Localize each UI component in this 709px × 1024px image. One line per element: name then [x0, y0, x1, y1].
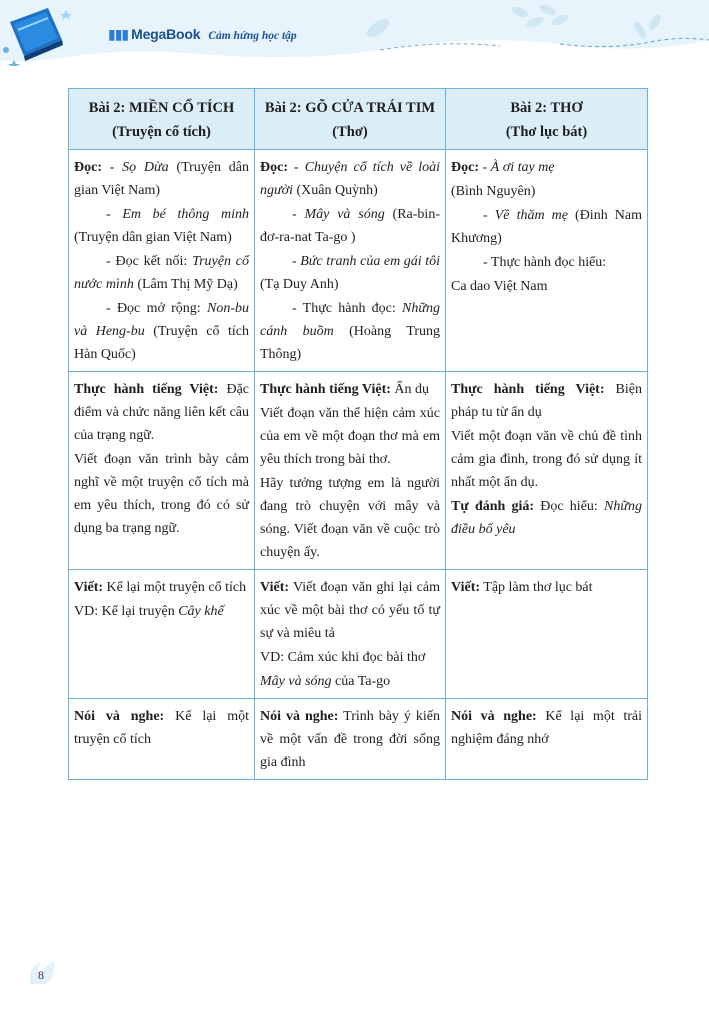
column-header: Bài 2: THƠ (Thơ lục bát) — [446, 89, 648, 150]
book-logo-icon — [0, 0, 80, 66]
page-number: 8 — [38, 968, 44, 982]
table-row-speaking — [69, 699, 648, 780]
table-cell: Viết: Kể lại một truyện cổ tích VD: Kể lại truyện Cây khế — [69, 570, 255, 699]
table-cell: Đọc: - Chuyện cổ tích về loài người (Xuân Quỳnh) - Mây và sóng (Ra-bin-đơ-ra-nat Ta-go ) - Bức tranh của em gái tôi (Tạ Duy Anh) - Thực hành đọc: Những cánh buồm (Hoàng Trung Thông) — [255, 150, 446, 372]
table-cell: Thực hành tiếng Việt: Đặc điểm và chức năng liên kết câu của trạng ngữ. Viết đoạn văn trình bày cảm nghĩ về một truyện cổ tích mà em yêu thích, trong đó có sử dụng ba trạng ngữ. — [69, 372, 255, 570]
curriculum-table — [68, 88, 648, 780]
table-cell: Đọc: - À ơi tay mẹ (Bình Nguyên) - Về thăm mẹ (Đinh Nam Khương) - Thực hành đọc hiểu: Ca dao Việt Nam — [446, 150, 648, 372]
table-cell: Viết: Tập làm thơ lục bát — [446, 570, 648, 699]
brand-bars-icon: ▮▮▮ — [108, 26, 129, 42]
brand-tagline: Cảm hứng học tập — [208, 30, 297, 42]
page-header — [0, 0, 709, 68]
brand-name: MegaBook — [131, 26, 201, 42]
table-cell: Thực hành tiếng Việt: Biện pháp tu từ ẩn dụ Viết một đoạn văn về chủ đề tình cảm gia đình, trong đó sử dụng ít nhất một ẩn dụ. Tự đánh giá: Đọc hiểu: Những điều bố yêu — [446, 372, 648, 570]
table-cell: Nói và nghe: Kể lại một trải nghiệm đáng nhớ — [446, 699, 648, 780]
brand — [108, 26, 297, 43]
table-header-row — [69, 89, 648, 150]
table-cell: Nói và nghe: Kể lại một truyện cổ tích — [69, 699, 255, 780]
table-cell: Nói và nghe: Trình bày ý kiến về một vấn đề trong đời sống gia đình — [255, 699, 446, 780]
table-cell: Đọc: - Sọ Dừa (Truyện dân gian Việt Nam) - Em bé thông minh (Truyện dân gian Việt Nam) - Đọc kết nối: Truyện cổ nước mình (Lâm Thị Mỹ Dạ) - Đọc mở rộng: Non-bu và Heng-bu (Truyện cổ tích Hàn Quốc) — [69, 150, 255, 372]
header-decoration — [0, 0, 709, 68]
table-row-practice — [69, 372, 648, 570]
column-header: Bài 2: GÕ CỬA TRÁI TIM (Thơ) — [255, 89, 446, 150]
table-row-writing — [69, 570, 648, 699]
table-cell: Thực hành tiếng Việt: Ẩn dụ Viết đoạn văn thể hiện cảm xúc của em về một đoạn thơ mà em yêu thích trong bài thơ. Hãy tưởng tượng em là người đang trò chuyện với mây và sóng. Viết đoạn văn về cuộc trò chuyện ấy. — [255, 372, 446, 570]
column-header: Bài 2: MIỀN CỔ TÍCH (Truyện cổ tích) — [69, 89, 255, 150]
table-cell: Viết: Viết đoạn văn ghi lại cảm xúc về một bài thơ có yếu tố tự sự và miêu tả VD: Cảm xúc khi đọc bài thơ Mây và sóng của Ta-go — [255, 570, 446, 699]
table-row-reading — [69, 150, 648, 372]
brand-logo — [108, 26, 200, 43]
